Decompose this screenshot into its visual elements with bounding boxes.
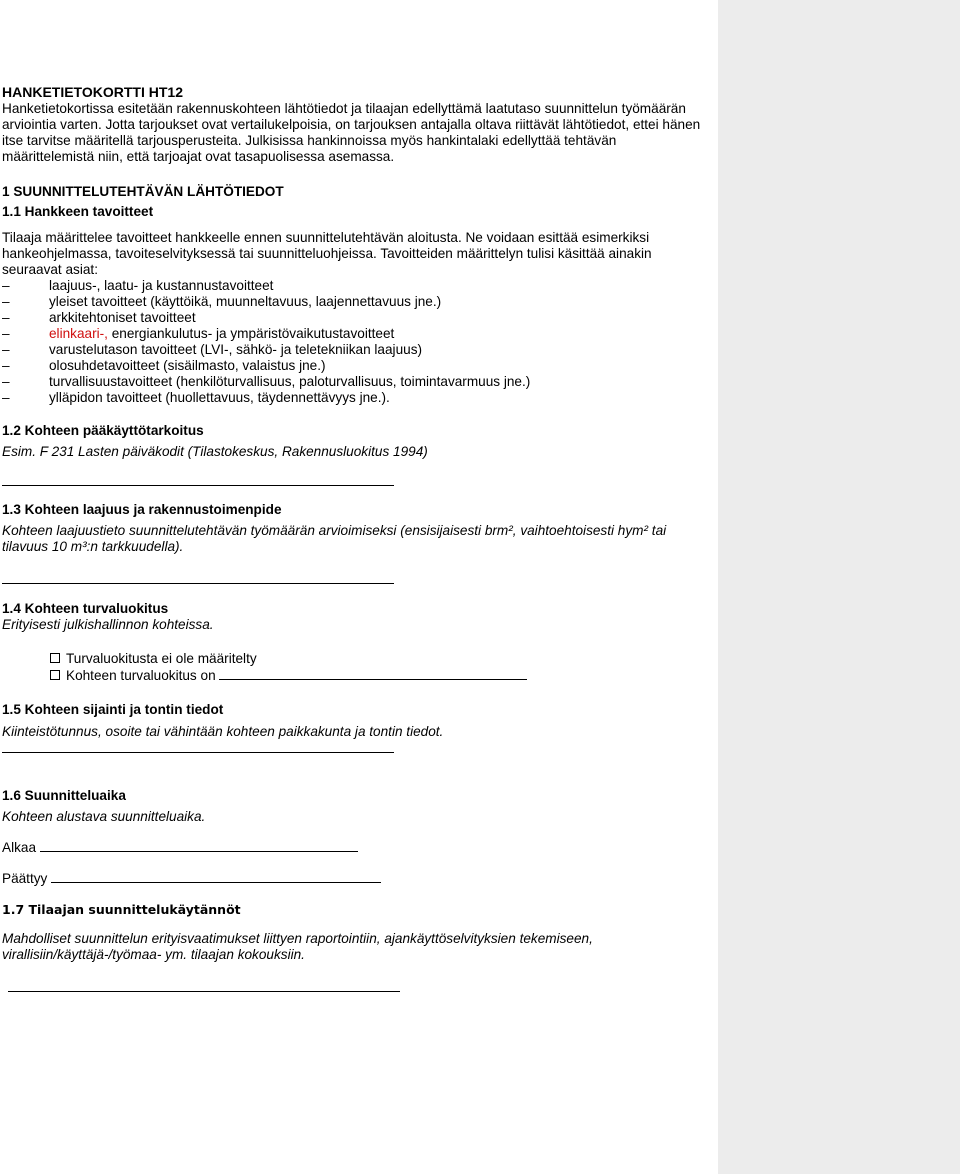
option-classified-label: Kohteen turvaluokitus on	[66, 668, 216, 683]
intro-text-2: Julkisissa hankinnoissa myös hankintalaki edellyttää tehtävän määrittelemistä niin, että tarjoajat ovat tasapuolisessa asemassa.	[2, 133, 617, 164]
goal-item	[2, 390, 708, 406]
option-not-classified-label: Turvaluokitusta ei ole määritelty	[66, 651, 257, 666]
goal-highlight: elinkaari-,	[49, 326, 108, 341]
intro-text-1: Hanketietokortissa esitetään rakennuskohteen lähtötiedot ja tilaajan edellyttämä laatutaso suunnittelun työmäärän arviointia varten. Jotta tarjoukset ovat vertailukelpoisia, on tarjouksen antajalla oltava riittävät lähtötiedot, ettei hänen itse tarvitse määritellä tarjousperusteita.	[2, 101, 701, 148]
answer-line-1-7[interactable]	[2, 979, 708, 995]
document-body	[2, 84, 708, 995]
section-1-4-heading: 1.4 Kohteen turvaluokitus	[2, 601, 169, 616]
section-1-4-text: Erityisesti julkishallinnon kohteissa.	[2, 617, 214, 632]
end-date-row	[2, 870, 708, 887]
goal-text: ylläpidon tavoitteet (huollettavuus, täydennettävyys jne.).	[49, 390, 390, 405]
section-1-1-heading: 1.1 Hankkeen tavoitteet	[2, 204, 154, 219]
dash-bullet: –	[2, 310, 10, 325]
goal-text: laajuus-, laatu- ja kustannustavoitteet	[49, 278, 274, 293]
dash-bullet: –	[2, 326, 10, 341]
goal-text: yleiset tavoitteet (käyttöikä, muunneltavuus, laajennettavuus jne.)	[49, 294, 442, 309]
section-1-heading: 1 SUUNNITTELUTEHTÄVÄN LÄHTÖTIEDOT	[2, 184, 284, 199]
start-label: Alkaa	[2, 840, 37, 855]
intro-paragraph	[2, 101, 708, 165]
section-1-7-text: Mahdolliset suunnittelun erityisvaatimukset liittyen raportointiin, ajankäyttöselvityksien tekemiseen, virallisiin/käyttäjä-/työmaa- ym. tilaajan kokouksiin.	[2, 931, 593, 962]
goals-list	[2, 278, 708, 406]
section-1-1-text: Tilaaja määrittelee tavoitteet hankkeelle ennen suunnittelutehtävän aloitusta. Ne voidaan esittää esimerkiksi hankeohjelmassa, tavoiteselvityksessä tai suunnitteluohjeissa. Tavoitteiden määrittelyn tulisi käsittää ainakin seuraavat asiat:	[2, 230, 652, 277]
goal-text: energiankulutus- ja ympäristövaikutustavoitteet	[107, 326, 395, 341]
comment-margin-pane	[718, 0, 960, 1174]
option-not-classified[interactable]	[2, 651, 708, 667]
answer-line-1-5[interactable]	[2, 740, 708, 756]
goal-item	[2, 326, 708, 342]
dash-bullet: –	[2, 374, 10, 389]
goal-item	[2, 342, 708, 358]
dash-bullet: –	[2, 390, 10, 405]
goal-text: turvallisuustavoitteet (henkilöturvallisuus, paloturvallisuus, toimintavarmuus jne.)	[49, 374, 531, 389]
classification-line[interactable]	[219, 667, 527, 680]
checkbox-icon[interactable]	[50, 670, 60, 680]
section-1-3-heading: 1.3 Kohteen laajuus ja rakennustoimenpide	[2, 502, 282, 517]
dash-bullet: –	[2, 278, 10, 293]
goal-item	[2, 278, 708, 294]
section-1-2-heading: 1.2 Kohteen pääkäyttötarkoitus	[2, 423, 204, 438]
answer-line-1-2[interactable]	[2, 473, 708, 489]
answer-line-1-3[interactable]	[2, 571, 708, 587]
end-label: Päättyy	[2, 871, 48, 886]
goal-item	[2, 374, 708, 390]
start-date-row	[2, 839, 708, 856]
dash-bullet: –	[2, 358, 10, 373]
goal-item	[2, 294, 708, 310]
goal-text: arkkitehtoniset tavoitteet	[49, 310, 196, 325]
end-date-line[interactable]	[51, 870, 381, 883]
goal-text: olosuhdetavoitteet (sisäilmasto, valaistus jne.)	[49, 358, 326, 373]
section-1-5-heading: 1.5 Kohteen sijainti ja tontin tiedot	[2, 702, 224, 717]
dash-bullet: –	[2, 342, 10, 357]
section-1-7-heading: 1.7 Tilaajan suunnittelukäytännöt	[2, 902, 241, 917]
start-date-line[interactable]	[40, 839, 358, 852]
checkbox-icon[interactable]	[50, 653, 60, 663]
dash-bullet: –	[2, 294, 10, 309]
section-1-5-text: Kiinteistötunnus, osoite tai vähintään kohteen paikkakunta ja tontin tiedot.	[2, 724, 444, 739]
section-1-2-text: Esim. F 231 Lasten päiväkodit (Tilastokeskus, Rakennusluokitus 1994)	[2, 444, 428, 459]
goal-item	[2, 358, 708, 374]
goal-item	[2, 310, 708, 326]
goal-text: varustelutason tavoitteet (LVI-, sähkö- ja teletekniikan laajuus)	[49, 342, 423, 357]
section-1-3-text: Kohteen laajuustieto suunnittelutehtävän työmäärän arvioimiseksi (ensisijaisesti brm², vaihtoehtoisesti hym² tai tilavuus 10 m³:n tarkkuudella).	[2, 523, 667, 554]
doc-title: HANKETIETOKORTTI HT12	[2, 84, 183, 100]
option-classified[interactable]	[2, 667, 708, 684]
section-1-6-text: Kohteen alustava suunnitteluaika.	[2, 809, 206, 824]
section-1-6-heading: 1.6 Suunnitteluaika	[2, 788, 126, 803]
